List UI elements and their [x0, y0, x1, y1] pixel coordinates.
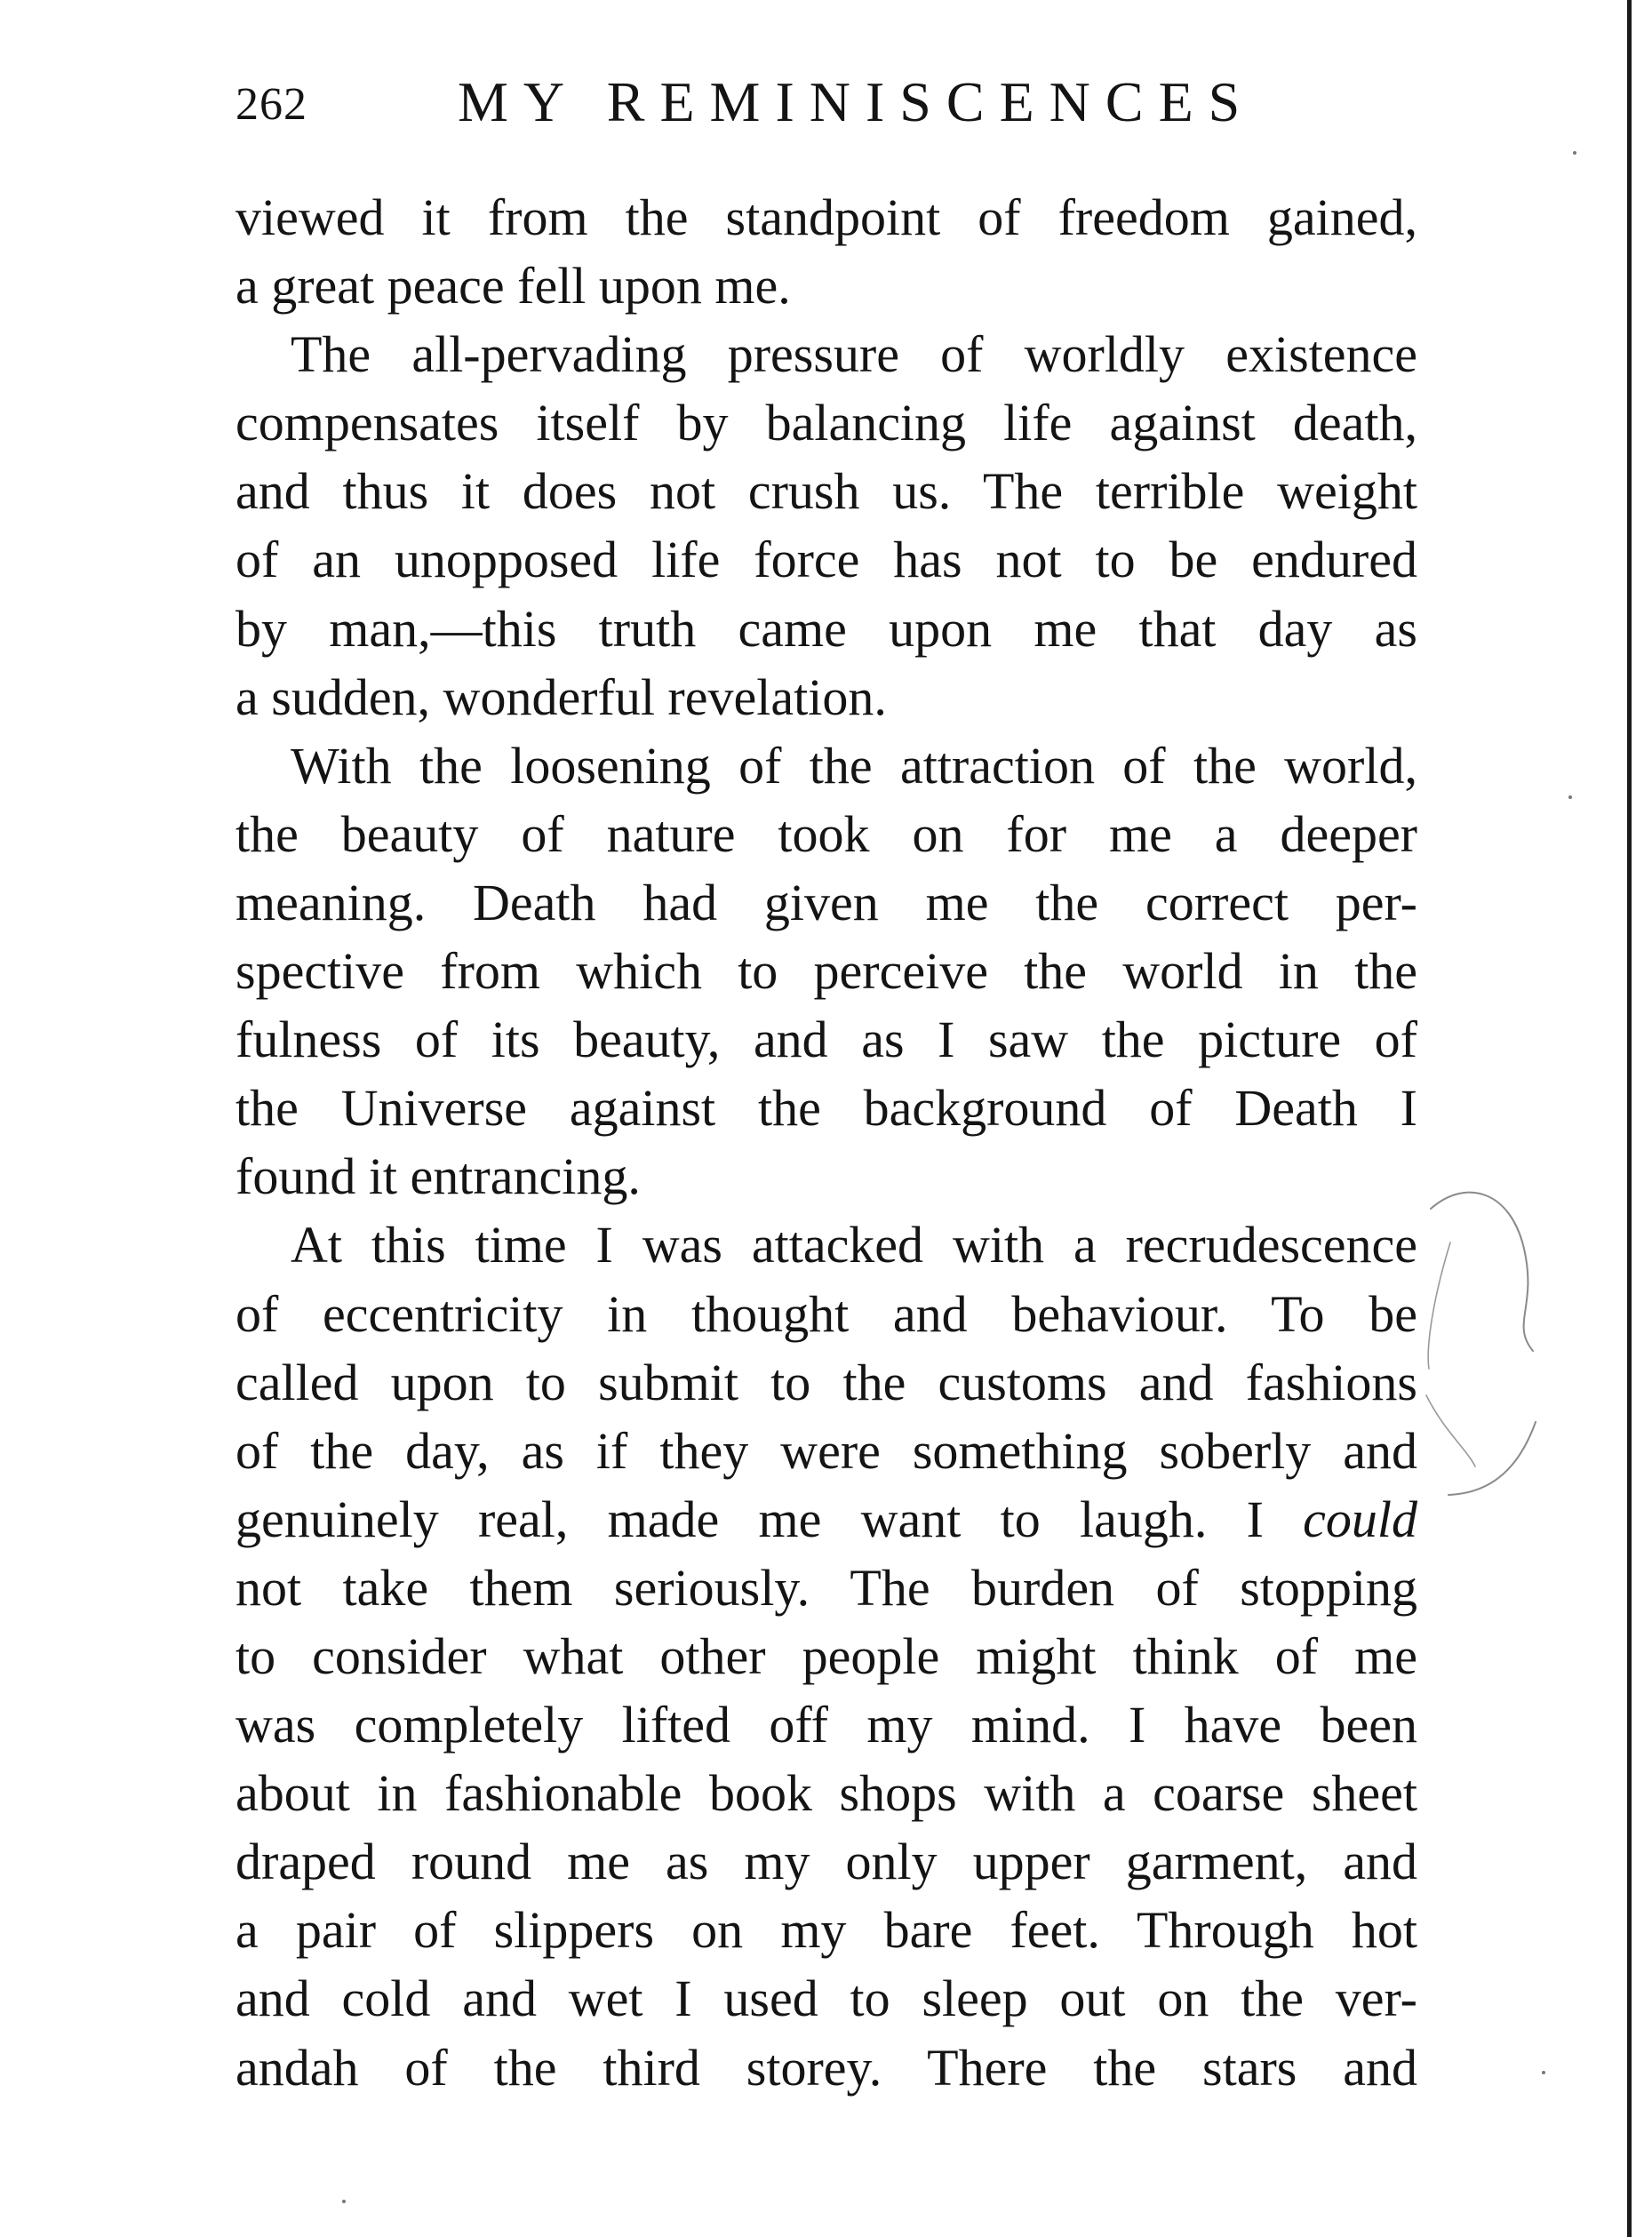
text-line: about in fashionable book shops with a coarse sheet: [235, 1764, 1417, 1823]
page-edge-rule: [1627, 0, 1632, 2237]
text-line: genuinely real, made me want to laugh. I could: [235, 1490, 1417, 1548]
page-number: 262: [235, 79, 307, 130]
text-line: and thus it does not crush us. The terrible weight: [235, 462, 1417, 521]
body-text: [235, 183, 1417, 2102]
text-line: called upon to submit to the customs and fashions: [235, 1353, 1417, 1411]
text-line: With the loosening of the attraction of the world,: [291, 736, 1417, 795]
text-line: a pair of slippers on my bare feet. Through hot: [235, 1901, 1417, 1960]
text-line: of the day, as if they were something soberly and: [235, 1421, 1417, 1480]
text-line: by man,—this truth came upon me that day as: [235, 599, 1417, 658]
text-line: found it entrancing.: [235, 1147, 641, 1206]
print-speck: [342, 2200, 346, 2203]
running-head: [235, 69, 1417, 149]
text-line: spective from which to perceive the world in the: [235, 942, 1417, 1001]
text-line: the beauty of nature took on for me a deeper: [235, 804, 1417, 863]
text-line: At this time I was attacked with a recrudescence: [291, 1216, 1417, 1274]
text-line: draped round me as my only upper garment, and: [235, 1833, 1417, 1891]
text-line: of an unopposed life force has not to be endured: [235, 531, 1417, 589]
text-line: viewed it from the standpoint of freedom gained,: [235, 188, 1417, 246]
text-line: the Universe against the background of Death I: [235, 1079, 1417, 1138]
print-speck: [1542, 2071, 1545, 2074]
text-line: was completely lifted off my mind. I have been: [235, 1696, 1417, 1754]
text-line: of eccentricity in thought and behaviour. To be: [235, 1284, 1417, 1343]
text-line: a great peace fell upon me.: [235, 257, 791, 316]
text-line: a sudden, wonderful revelation.: [235, 667, 887, 726]
text-line: not take them seriously. The burden of stopping: [235, 1558, 1417, 1617]
text-line: compensates itself by balancing life against death,: [235, 394, 1417, 452]
text-line: to consider what other people might think of me: [235, 1626, 1417, 1685]
print-speck: [1573, 151, 1576, 155]
text-line: fulness of its beauty, and as I saw the picture of: [235, 1011, 1417, 1069]
pencil-circle-annotation: [1413, 1173, 1546, 1511]
text-line: The all-pervading pressure of worldly existence: [291, 325, 1417, 384]
print-speck: [1568, 795, 1572, 799]
text-line: andah of the third storey. There the stars and: [235, 2038, 1417, 2097]
running-title: MY REMINISCENCES: [458, 70, 1256, 133]
italic-word: could: [1303, 1490, 1417, 1548]
text-line: meaning. Death had given me the correct per-: [235, 873, 1417, 931]
text-line: and cold and wet I used to sleep out on the ver-: [235, 1969, 1417, 2028]
